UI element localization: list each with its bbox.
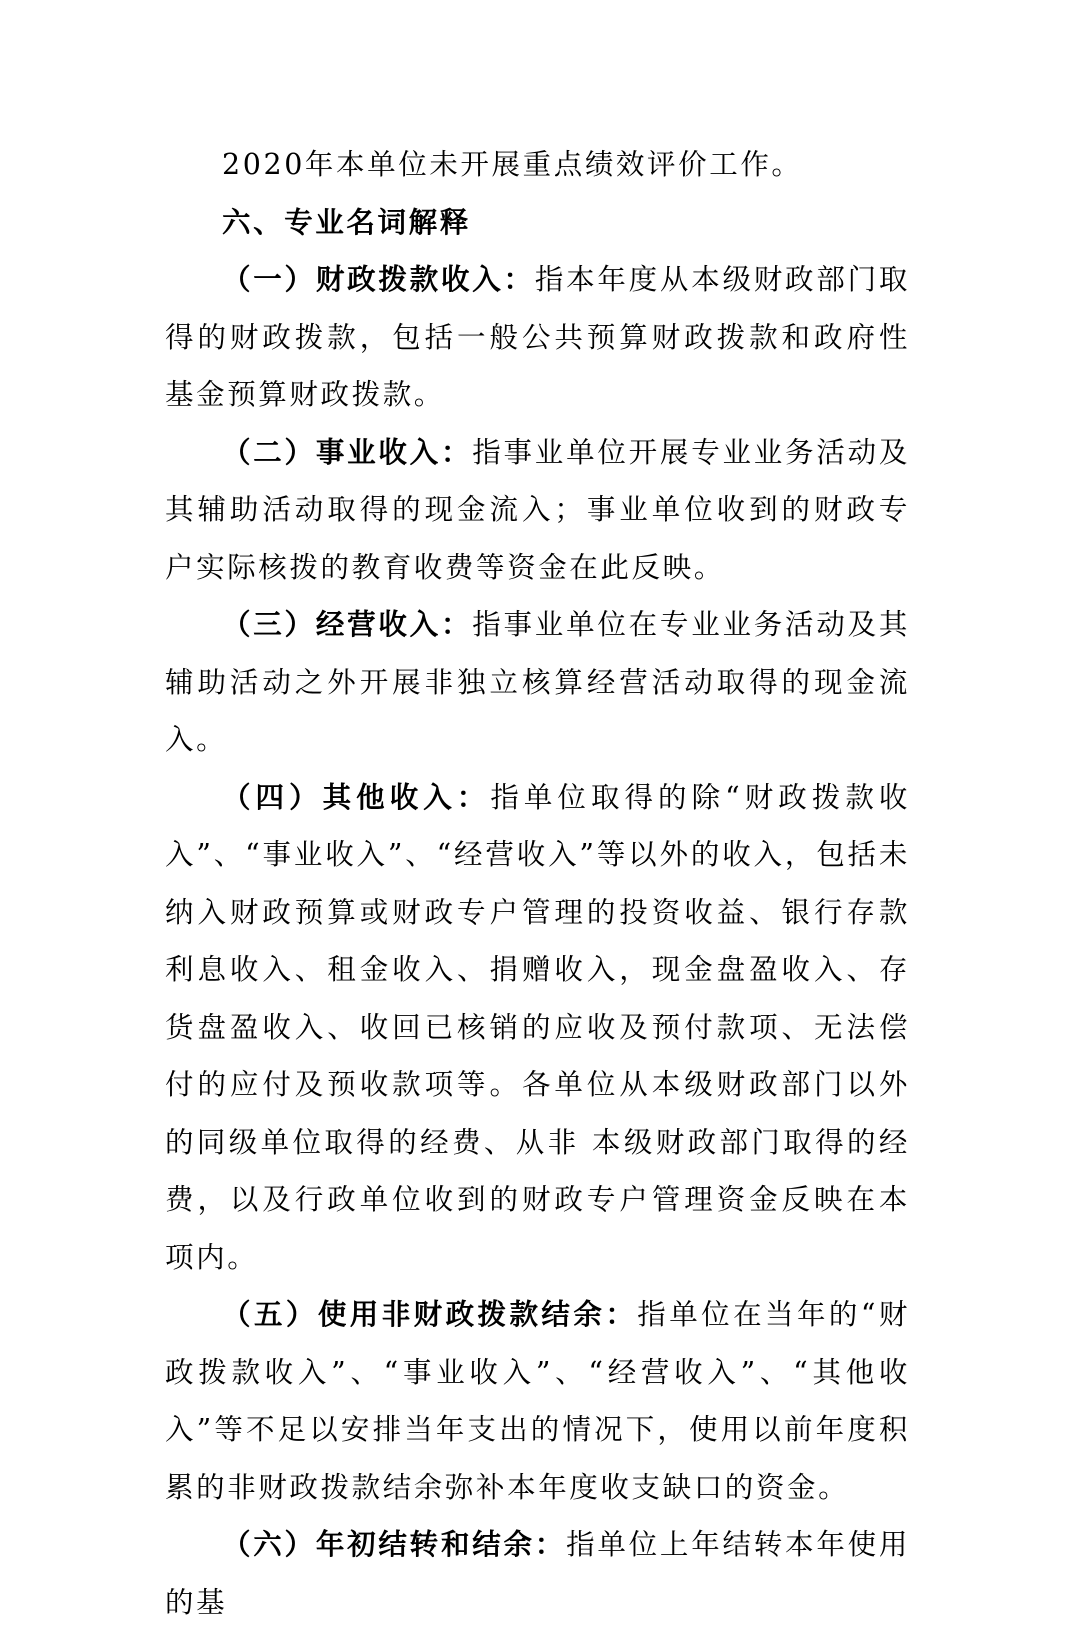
section-heading: 六、专业名词解释 — [222, 204, 471, 239]
definition-paragraph-3 — [165, 596, 910, 769]
intro-paragraph: 2020年本单位未开展重点绩效评价工作。 — [222, 148, 803, 181]
definition-term: （二）事业收入： — [222, 434, 473, 469]
definition-text: 指单位在当年的“财政拨款收入”、“事业收入”、“经营收入”、“其他收入”等不足以安排当年支出的情况下，使用以前年度积累的非财政拨款结余弥补本年度收支缺口的资金。 — [165, 1298, 910, 1504]
definition-paragraph-4 — [165, 769, 910, 1287]
definition-text: 指本年度从本级财政部门取得的财政拨款，包括一般公共预算财政拨款和政府性基金预算财政拨款。 — [165, 263, 910, 411]
document-body — [165, 136, 910, 1631]
definition-term: （五）使用非财政拨款结余： — [222, 1297, 638, 1331]
definition-text: 指单位上年结转本年使用的基 — [165, 1528, 910, 1619]
definition-paragraph-5 — [165, 1286, 910, 1516]
definition-term: （四）其他收入： — [222, 779, 491, 814]
definition-text: 指单位取得的除“财政拨款收入”、“事业收入”、“经营收入”等以外的收入，包括未纳入财政预算或财政专户管理的投资收益、银行存款利息收入、租金收入、捐赠收入，现金盘盈收入、存货盘盈收入、收回已核销的应收及预付款项、无法偿付的应付及预收款项等。各单位从本级财政部门以外的同级单位取得的经费、从非 本级财政部门取得的经费，以及行政单位收到的财政专户管理资金反映在本项内。 — [165, 780, 910, 1274]
definition-paragraph-2 — [165, 424, 910, 597]
definition-paragraph-1 — [165, 251, 910, 424]
definition-term: （三）经营收入： — [222, 607, 473, 641]
definition-text: 指事业单位开展专业业务活动及其辅助活动取得的现金流入；事业单位收到的财政专户实际核拨的教育收费等资金在此反映。 — [165, 435, 910, 584]
definition-paragraph-6 — [165, 1516, 910, 1631]
definition-term: （一）财政拨款收入： — [222, 262, 535, 296]
definition-text: 指事业单位在专业业务活动及其辅助活动之外开展非独立核算经营活动取得的现金流入。 — [165, 608, 910, 756]
definition-term: （六）年初结转和结余： — [222, 1527, 567, 1561]
